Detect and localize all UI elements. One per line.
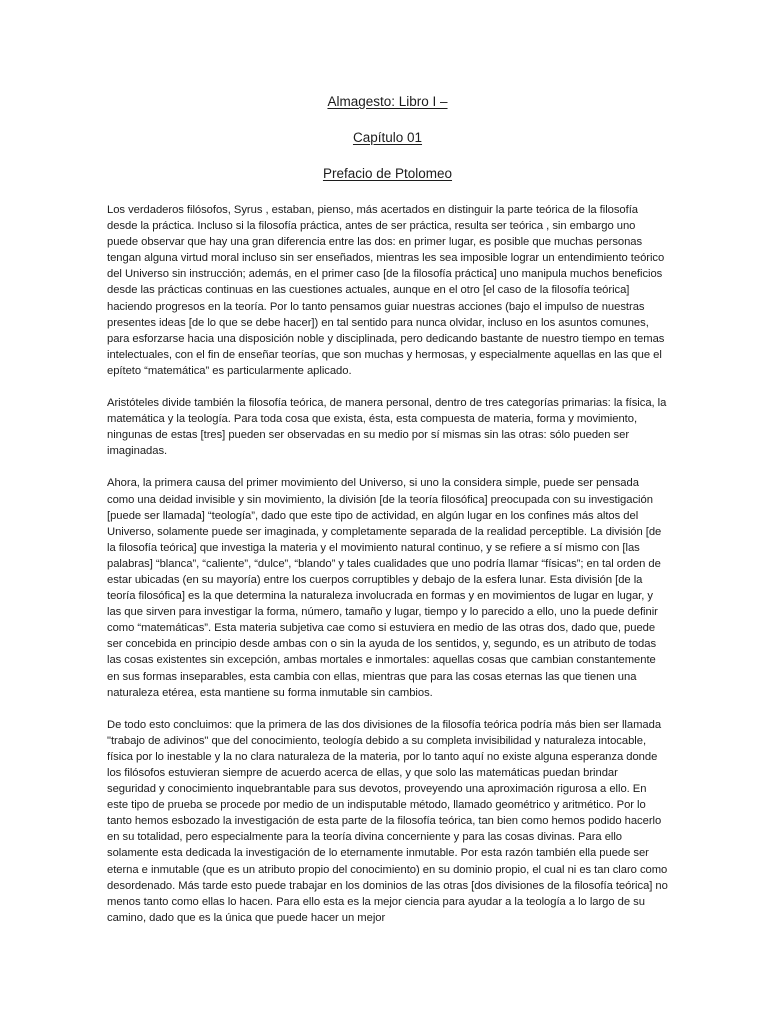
section-heading: Prefacio de Ptolomeo [322,166,453,181]
document-body [107,202,668,926]
document-title: Almagesto: Libro I – [327,94,448,109]
chapter-heading: Capítulo 01 [352,130,423,145]
paragraph: Los verdaderos filósofos, Syrus , estaban, pienso, más acertados en distinguir la parte teórica de la filosofía desde la práctica. Incluso si la filosofía práctica, antes de ser práctica, resulta ser teórica , sin embargo uno puede observar que hay una gran diferencia entre las dos: en primer lugar, es posible que muchas personas tengan alguna virtud moral incluso sin ser enseñados, mientras les sea imposible lograr un entendimiento teórico del Universo sin instrucción; además, en el primer caso [de la filosofía práctica] uno manipula muchos beneficios desde las prácticas continuas en las cuestiones actuales, aunque en el otro [el caso de la filosofía teórica] haciendo progresos en la teoría. Por lo tanto pensamos guiar nuestras acciones (bajo el impulso de nuestras presentes ideas [de lo que se debe hacer]) en tal sentido para nunca olvidar, incluso en los asuntos comunes, para esforzarse hacia una disposición noble y disciplinada, pero dedicando bastante de nuestro tiempo en temas intelectuales, con el fin de enseñar teorías, que son muchas y hermosas, y especialmente aquellas en las que el epíteto “matemática” es particularmente aplicado. [107,204,665,377]
paragraph: Aristóteles divide también la filosofía teórica, de manera personal, dentro de tres categorías primarias: la física, la matemática y la teología. Para toda cosa que exista, ésta, esta compuesta de materia, forma y movimiento, ningunas de estas [tres] pueden ser observadas en su medio por sí mismas sin las otras: sólo pueden ser imaginadas. [107,397,667,458]
paragraph: De todo esto concluimos: que la primera de las dos divisiones de la filosofía teórica podría más bien ser llamada "trabajo de adivinos" que del conocimiento, teología debido a su completa invisibilidad y naturaleza intocable, física por lo inestable y la no clara naturaleza de la materia, por lo tanto aquí no existe alguna esperanza donde los filósofos estuvieran siempre de acuerdo acerca de ellas, y que solo las matemáticas puedan brindar seguridad y conocimiento inquebrantable para sus devotos, proveyendo una aproximación rigurosa a ello. En este tipo de prueba se procede por medio de un indisputable método, llamado geométrico y aritmético. Por lo tanto hemos esbozado la investigación de esta parte de la filosofía teórica, tan bien como hemos podido hacerlo en su totalidad, pero especialmente para la teoría divina concerniente y para las cosas divinas. Para ello solamente esta dedicada la investigación de lo eternamente inmutable. Por esta razón también ella puede ser eterna e inmutable (que es un atributo propio del conocimiento) en su dominio propio, el cual ni es tan claro como desordenado. Más tarde esto puede trabajar en los dominios de las otras [dos divisiones de la filosofía teórica] no menos tanto como ellas lo hacen. Para ello esta es la mejor ciencia para ayudar a la teología a lo largo de su camino, dado que es la única que puede hacer un mejor [107,718,668,924]
paragraph: Ahora, la primera causa del primer movimiento del Universo, si uno la considera simple, puede ser pensada como una deidad invisible y sin movimiento, la división [de la teoría filosófica] preocupada con su investigación [puede ser llamada] “teología”, dado que este tipo de actividad, en algún lugar en los confines más altos del Universo, solamente puede ser imaginada, y completamente separada de la realidad perceptible. La división [de la filosofía teórica] que investiga la materia y el movimiento natural continuo, y se refiere a sí mismo con [las palabras] “blanca”, “caliente”, “dulce”, “blando” y tales cualidades que uno podría llamar “físicas”; en tal orden de estar ubicadas (en su mayoría) entre los cuerpos corruptibles y debajo de la esfera lunar. Esta división [de la teoría filosófica] es la que determina la naturaleza involucrada en formas y en movimientos de lugar en lugar, y las que sirven para investigar la forma, número, tamaño y lugar, tiempo y lo parecido a ello, uno la puede definir como “matemáticas”. Esta materia subjetiva cae como si estuviera en medio de las otras dos, dado que, puede ser concebida en principio desde ambas con o sin la ayuda de los sentidos, y, segundo, es un atributo de todas las cosas existentes sin excepción, ambas mortales e inmortales: aquellas cosas que cambian constantemente en sus formas inseparables, esta cambia con ellas, mientras que para las cosas eternas las que tienen una naturaleza etérea, esta mantiene su forma inmutable sin cambios. [107,477,662,699]
